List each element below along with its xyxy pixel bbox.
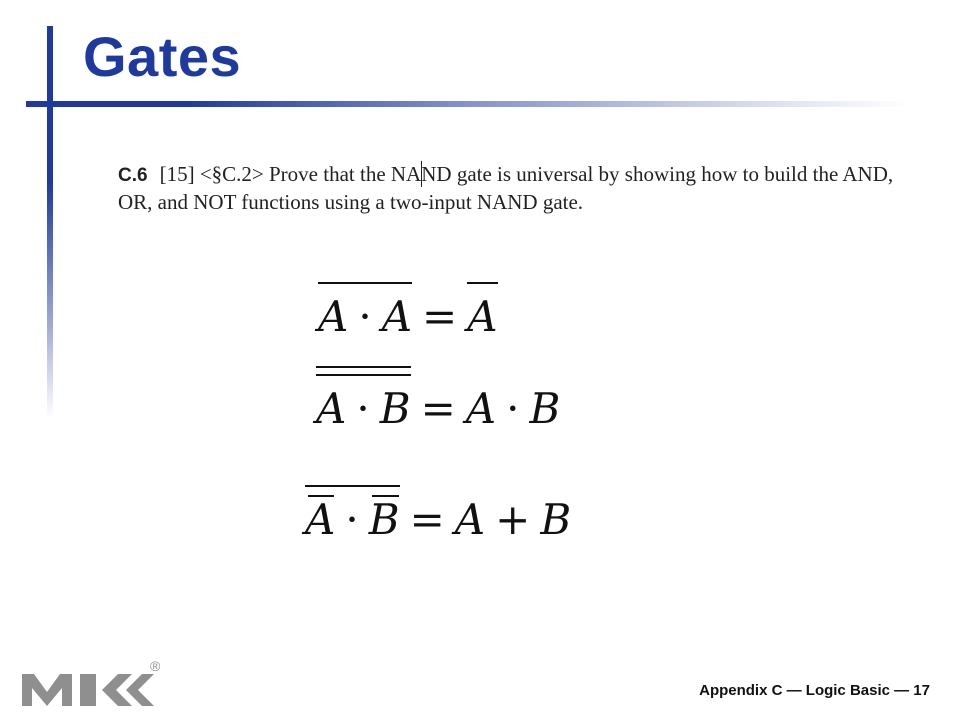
registered-mark: ® [150,658,161,674]
problem-text-part-1: [15] <§C.2> Prove that the NA [159,162,422,186]
equation-and-rhs-operator: · [506,384,520,433]
publisher-logo [20,660,170,715]
equation-or-rhs-operator: + [495,495,531,544]
equation-or-rhs-var-a: A [454,495,486,544]
equation-not-equals: = [422,292,458,341]
equation-not [318,292,498,341]
equation-or-lhs-var-b-bar: B [368,495,400,544]
equation-and-rhs-var-a: A [465,384,497,433]
equation-and-equals: = [420,384,456,433]
equation-not-lhs-var-a: A [318,292,349,341]
equation-or-lhs [305,495,400,544]
problem-number: C.6 [118,165,148,186]
equation-and-lhs-operator: · [356,384,370,433]
equation-not-rhs [467,292,498,341]
title-horizontal-accent-bar [26,101,910,107]
equation-or-rhs-var-b: B [540,495,572,544]
equation-or-equals: = [409,495,445,544]
equation-and-lhs [316,384,411,433]
equation-not-lhs-var-a2: A [381,292,413,341]
equation-or-lhs-operator: · [345,495,359,544]
equation-and-lhs-var-b: B [379,384,411,433]
problem-text-part-2: ND gate is universal by showing how to build the AND, OR, and NOT functions using a two-input NAND gate. [118,162,894,214]
equation-and-rhs-var-b: B [529,384,561,433]
equation-or [305,495,572,544]
slide-title: Gates [83,25,242,88]
equation-not-rhs-var: A [467,292,498,341]
equation-not-lhs-operator: · [358,292,372,341]
equation-not-lhs [318,292,413,341]
equation-or-lhs-var-a-bar: A [305,495,336,544]
equation-and-lhs-var-a: A [316,384,347,433]
footer-text: Appendix C — Logic Basic — 17 [699,682,930,699]
title-vertical-accent-bar [47,26,53,418]
equation-and [316,384,561,433]
problem-statement [118,161,918,216]
mk-logo-icon [20,660,170,710]
